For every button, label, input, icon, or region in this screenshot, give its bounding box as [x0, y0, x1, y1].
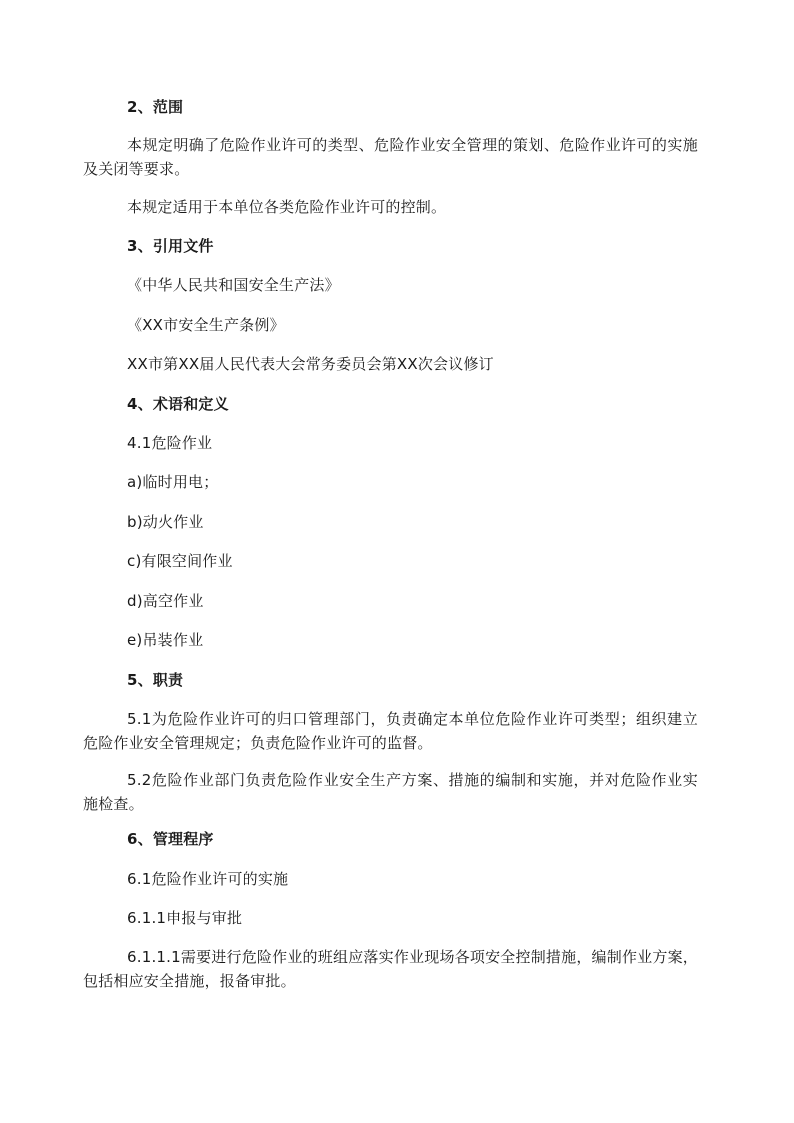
list-item-a: a)临时用电； [127, 473, 219, 491]
procedure-6-1-1: 6.1.1申报与审批 [127, 909, 243, 927]
section-2-paragraph-1: 本规定明确了危险作业许可的类型、危险作业安全管理的策划、危险作业许可的实施及关闭等要求。 [83, 136, 698, 178]
section-5-heading: 5、职责 [127, 671, 184, 689]
list-item-e: e)吊装作业 [127, 631, 204, 649]
responsibility-5-1: 5.1为危险作业许可的归口管理部门，负责确定本单位危险作业许可类型；组织建立危险作业安全管理规定；负责危险作业许可的监督。 [83, 710, 698, 752]
procedure-6-1-1-1: 6.1.1.1需要进行危险作业的班组应落实作业现场各项安全控制措施，编制作业方案，包括相应安全措施，报备审批。 [83, 948, 698, 990]
reference-3: XX市第XX届人民代表大会常务委员会第XX次会议修订 [127, 355, 494, 373]
procedure-6-1: 6.1危险作业许可的实施 [127, 870, 289, 888]
list-item-c: c)有限空间作业 [127, 552, 233, 570]
section-3-heading: 3、引用文件 [127, 237, 214, 255]
section-2-heading: 2、范围 [127, 98, 184, 116]
reference-1: 《中华人民共和国安全生产法》 [127, 276, 340, 294]
section-4-heading: 4、术语和定义 [127, 395, 229, 413]
section-6-heading: 6、管理程序 [127, 830, 214, 848]
reference-2: 《XX市安全生产条例》 [127, 316, 285, 334]
definition-4-1: 4.1危险作业 [127, 434, 213, 452]
list-item-b: b)动火作业 [127, 513, 204, 531]
list-item-d: d)高空作业 [127, 592, 204, 610]
section-2-paragraph-2: 本规定适用于本单位各类危险作业许可的控制。 [127, 198, 447, 216]
responsibility-5-2: 5.2危险作业部门负责危险作业安全生产方案、措施的编制和实施，并对危险作业实施检查。 [83, 771, 698, 813]
